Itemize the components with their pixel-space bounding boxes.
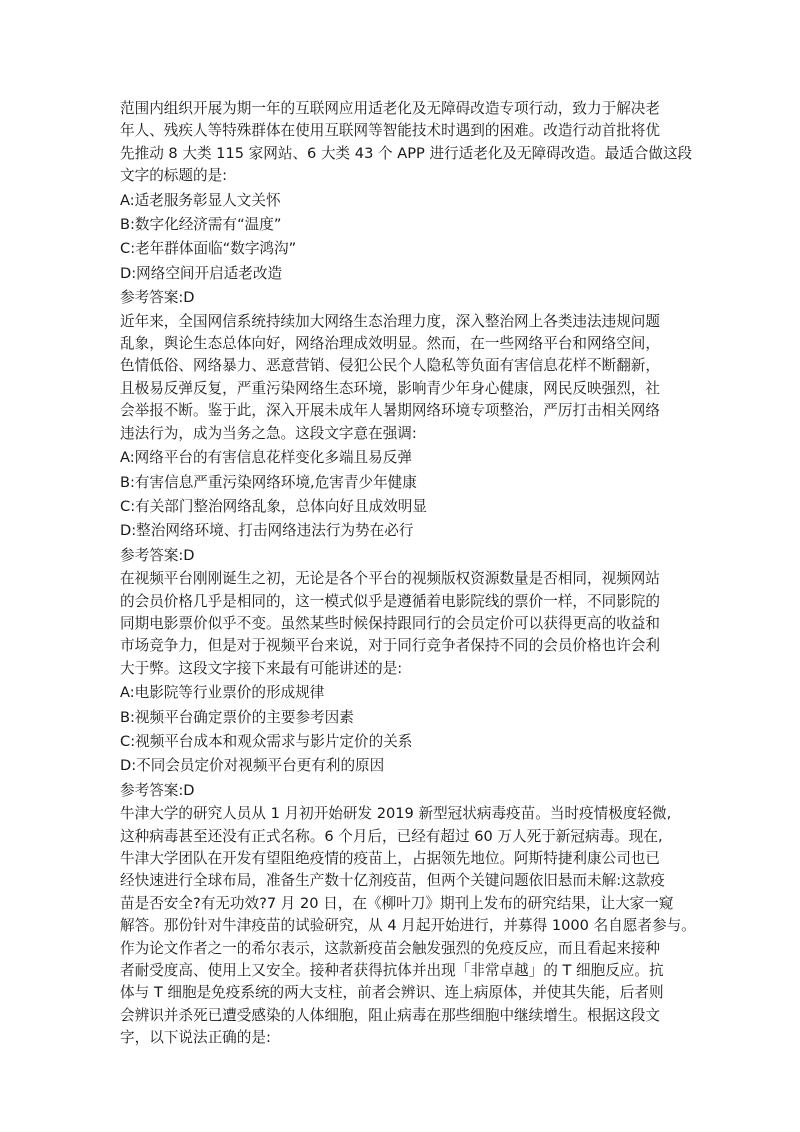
passage-line: 近年来，全国网信系统持续加大网络生态治理力度，深入整治网上各类违法违规问题 — [120, 312, 660, 330]
answer-option: D:网络空间开启适老改造 — [120, 264, 283, 282]
passage-line: 市场竞争力，但是对于视频平台来说，对于同行竞争者保持不同的会员价格也许会利 — [120, 637, 660, 655]
question-passage — [120, 311, 690, 445]
reference-answer: 参考答案:D — [120, 781, 195, 799]
passage-line: 先推动 8 大类 115 家网站、6 大类 43 个 APP 进行适老化及无障碍改造。最适合做这段 — [120, 144, 693, 162]
passage-line: 大于弊。这段文字接下来最有可能讲述的是: — [120, 659, 403, 677]
passage-line: 文字的标题的是: — [120, 167, 228, 185]
passage-line: 解答。那份针对牛津疫苗的试验研究，从 4 月起开始进行，并募得 1000 名自愿者参与。 — [120, 917, 696, 935]
passage-line: 会辨识并杀死已遭受感染的人体细胞，阻止病毒在那些细胞中继续增生。根据这段文 — [120, 1006, 660, 1024]
passage-line: 范围内组织开展为期一年的互联网应用适老化及无障碍改造专项行动，致力于解决老 — [120, 100, 660, 117]
answer-option: A:适老服务彰显人文关怀 — [120, 191, 281, 209]
answer-option: C:有关部门整治网络乱象，总体向好且成效明显 — [120, 497, 427, 515]
passage-line: 体与 T 细胞是免疫系统的两大支柱，前者会辨识、连上病原体，并使其失能，后者则 — [120, 984, 664, 1002]
answer-option: A:电影院等行业票价的形成规律 — [120, 684, 325, 702]
answer-option: D:整治网络环境、打击网络违法行为势在必行 — [120, 522, 414, 540]
reference-answer: 参考答案:D — [120, 289, 195, 307]
question-list — [120, 97, 696, 1050]
passage-line: 在视频平台刚刚诞生之初，无论是各个平台的视频版权资源数量是否相同，视频网站 — [120, 570, 660, 588]
answer-option: C:老年群体面临“数字鸿沟” — [120, 240, 297, 258]
passage-line: 牛津大学的研究人员从 1 月初开始研发 2019 新型冠状病毒疫苗。当时疫情极度轻微, — [120, 805, 672, 823]
answer-option: A:网络平台的有害信息花样变化多端且易反弹 — [120, 449, 412, 467]
question-passage — [120, 803, 696, 1049]
answer-option: C:视频平台成本和观众需求与影片定价的关系 — [120, 732, 413, 750]
answer-option: B:数字化经济需有“温度” — [120, 216, 282, 234]
question-passage — [120, 98, 693, 188]
passage-line: 作为论文作者之一的希尔表示，这款新疫苗会触发强烈的免疫反应，而且看起来接种 — [120, 939, 660, 957]
passage-line: 字，以下说法正确的是: — [120, 1029, 271, 1047]
passage-line: 者耐受度高、使用上又安全。接种者获得抗体并出现「非常卓越」的 T 细胞反应。抗 — [120, 962, 664, 980]
passage-line: 色情低俗、网络暴力、恶意营销、侵犯公民个人隐私等负面有害信息花样不断翻新， — [120, 357, 660, 375]
passage-line: 同期电影票价似乎不变。虽然某些时候保持跟同行的会员定价可以获得更高的收益和 — [120, 614, 660, 632]
question-passage — [120, 568, 690, 680]
reference-answer: 参考答案:D — [120, 546, 195, 564]
passage-line: 苗是否安全?有无功效?7 月 20 日，在《柳叶刀》期刊上发布的研究结果，让大家一窥 — [120, 894, 674, 912]
passage-line: 且极易反弹反复，严重污染网络生态环境，影响青少年身心健康，网民反映强烈，社 — [120, 379, 660, 397]
passage-line: 经快速进行全球布局，准备生产数十亿剂疫苗，但两个关键问题依旧悬而未解:这款疫 — [120, 872, 665, 890]
passage-line: 这种病毒甚至还没有正式名称。6 个月后，已经有超过 60 万人死于新冠病毒。现在, — [120, 827, 663, 845]
passage-line: 违法行为，成为当务之急。这段文字意在强调: — [120, 424, 417, 442]
answer-option: B:视频平台确定票价的主要参考因素 — [120, 708, 354, 726]
answer-option: D:不同会员定价对视频平台更有利的原因 — [120, 757, 385, 775]
passage-line: 的会员价格几乎是相同的，这一模式似乎是遵循着电影院线的票价一样，不同影院的 — [120, 592, 660, 610]
passage-line: 年人、残疾人等特殊群体在使用互联网等智能技术时遇到的困难。改造行动首批将优 — [120, 122, 660, 140]
passage-line: 会举报不断。鉴于此，深入开展未成年人暑期网络环境专项整治，严厉打击相关网络 — [120, 402, 660, 420]
question-block — [120, 568, 690, 802]
question-block — [120, 311, 690, 567]
question-block — [120, 98, 693, 310]
question-block — [120, 803, 696, 1049]
answer-option: B:有害信息严重污染网络环境,危害青少年健康 — [120, 473, 417, 491]
passage-line: 乱象，舆论生态总体向好，网络治理成效明显。然而，在一些网络平台和网络空间， — [120, 335, 660, 353]
passage-line: 牛津大学团队在开发有望阻绝疫情的疫苗上，占据领先地位。阿斯特捷利康公司也已 — [120, 850, 660, 867]
